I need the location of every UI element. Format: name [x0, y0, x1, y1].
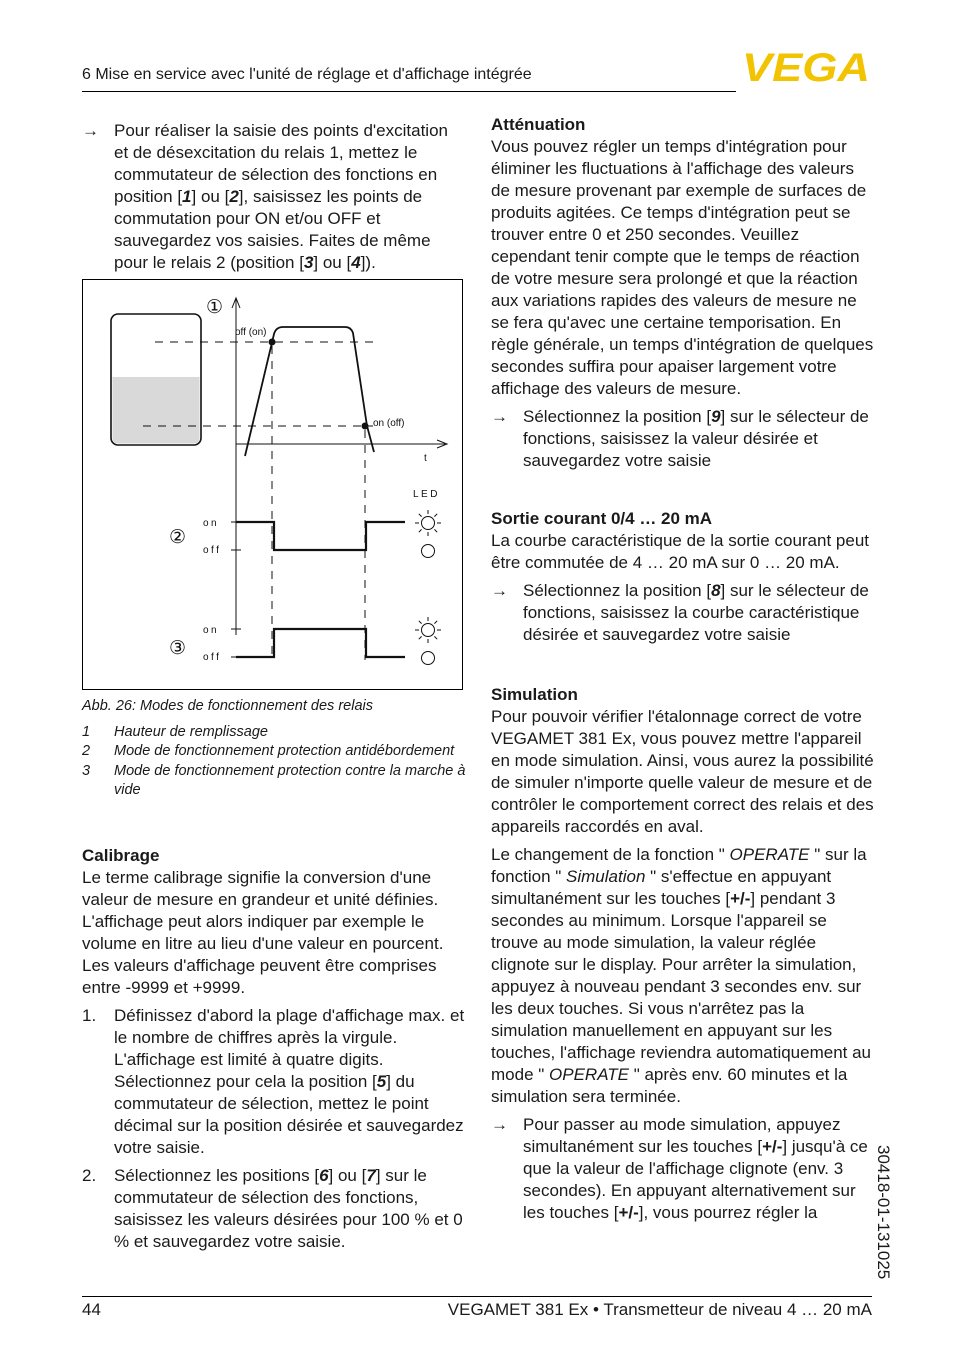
led-off-icon: [422, 652, 435, 665]
marker-2: ②: [169, 526, 187, 548]
legend-item: 1 Hauteur de remplissage: [82, 723, 268, 740]
relay3-signal: [236, 629, 405, 657]
figure-caption-block: [82, 697, 466, 801]
section-heading: Sortie courant 0/4 … 20 mA: [491, 509, 713, 528]
svg-text:VEGA: VEGA: [742, 50, 870, 84]
page-number: 44: [82, 1300, 101, 1319]
numbered-step: 2. Sélectionnez les positions [6] ou [7] sur le commutateur de sélection des fonctions, saisissez les valeurs désirées pour 100 % et 0 % et sauvegardez votre saisie.: [82, 1166, 463, 1251]
relay3-off-label: off: [203, 652, 222, 663]
level-curve: [245, 327, 374, 456]
sortie-body: La courbe caractéristique de la sortie courant peut être commutée de 4 … 20 mA sur 0 … 20 mA.: [491, 531, 870, 572]
simulation-body: Le changement de la fonction " OPERATE " sur la fonction " Simulation " s'effectue en appuyant simultanément sur les touches [+/-] pendant 3 secondes au minimum. Lorsque l'appareil se trouve au mode simulation, la valeur réglée clignote sur le display. Pour arrêter la simulation, appuyez à nouveau pendant 3 secondes env. sur les deux touches. Si vous n'arrêtez pas la simulation manuellement en appuyant sur les touches, l'affichage reviendra automatiquement au mode " OPERATE " après env. 60 minutes et la simulation sera terminée.: [491, 845, 872, 1106]
marker-3: ③: [169, 637, 187, 659]
section-heading: Atténuation: [491, 115, 586, 134]
running-header: 6 Mise en service avec l'unité de réglage et d'affichage intégrée: [82, 66, 532, 83]
calibrage-section: [82, 845, 468, 1253]
figure-caption: Abb. 26: Modes de fonctionnement des relais: [82, 698, 373, 714]
led-off-icon: [422, 545, 435, 558]
footer-divider: [82, 1296, 872, 1297]
arrow-marker: →: [82, 121, 99, 140]
relay-modes-figure: [82, 279, 463, 690]
simulation-section: [491, 684, 875, 1224]
intro-bullet: → Pour réaliser la saisie des points d'excitation et de désexcitation du relais 1, mettez le commutateur de sélection des fonctions en position [1] ou [2], saisissez les points de commutation pour ON et/ou OFF et sauvegardez vos saisies. Faites de même pour le relais 2 (position [3] ou [4]).: [82, 121, 448, 272]
arrow-marker: →: [491, 1115, 508, 1134]
section-heading: Calibrage: [82, 846, 160, 865]
led-label: LED: [413, 489, 440, 500]
attenuation-bullet: → Sélectionnez la position [9] sur le sélecteur de fonctions, saisissez la valeur désirée et sauvegardez votre saisie: [491, 407, 869, 470]
t-axis-label: t: [424, 453, 427, 464]
intro-section: [82, 120, 466, 274]
led-on-icon: [415, 617, 441, 643]
relay3-on-label: on: [203, 625, 220, 636]
arrow-marker: →: [491, 407, 508, 426]
simulation-bullet: → Pour passer au mode simulation, appuyez simultanément sur les touches [+/-] jusqu'à ce que la valeur de l'affichage clignote (env. 3 secondes). En appuyant alternativement sur les touches [+/-], vous pourrez régler la: [491, 1115, 868, 1222]
attenuation-body: Vous pouvez régler un temps d'intégration pour éliminer les fluctuations à l'affichage des valeurs de mesure provenant par exemple de surfaces de produits agitées. Ce temps d'intégration peut se trouver entre 0 et 250 secondes. Veuillez cependant tenir compte que le temps de réaction de votre mesure sera prolongé et que la réaction aux variations rapides des valeurs de mesure ne se fera qu'avec une certaine temporisation. En règle générale, un temps d'intégration de quelques secondes suffira pour apaiser largement votre affichage des valeurs de mesure.: [491, 137, 874, 398]
footer-title: VEGAMET 381 Ex • Transmetteur de niveau 4 … 20 mA: [447, 1300, 872, 1319]
arrow-marker: →: [491, 581, 508, 600]
led-on-icon: [415, 510, 441, 536]
document-id: 30418-01-131025: [874, 1145, 893, 1280]
simulation-body: Pour pouvoir vérifier l'étalonnage correct de votre VEGAMET 381 Ex, vous pouvez mettre l'appareil en mode simulation. Ainsi, vous aurez la possibilité de simuler n'importe quelle valeur de mesure et de contrôler le comportement correct des relais et des appareils raccordés en aval.: [491, 707, 874, 836]
label-on-off: on (off): [373, 418, 405, 429]
numbered-step: 1. Définissez d'abord la plage d'affichage max. et le nombre de chiffres après la virgule. L'affichage est limité à quatre digits. Sélectionnez pour cela la position [5] du commutateur de sélection, mettez le point décimal sur la position désirée et sauvegardez votre saisie.: [82, 1006, 465, 1157]
relay2-on-label: on: [203, 518, 220, 529]
calibrage-body: Le terme calibrage signifie la conversion d'une valeur de mesure en grandeur et unité définies. L'affichage peut alors indiquer par exemple le volume en litre au lieu d'une valeur en pourcent. Les valeurs d'affichage peuvent être comprises entre -9999 et +9999.: [82, 868, 444, 997]
relay-diagram: [83, 280, 462, 689]
header-divider: [82, 91, 736, 92]
section-heading: Simulation: [491, 685, 578, 704]
relay2-off-label: off: [203, 545, 222, 556]
marker-1: ①: [206, 296, 224, 318]
sortie-bullet: → Sélectionnez la position [8] sur le sélecteur de fonctions, saisissez la courbe caractéristique désirée et sauvegardez votre saisie: [491, 581, 869, 644]
vega-logo: [742, 50, 872, 84]
switch-point-lower: [362, 423, 369, 430]
sortie-section: [491, 508, 875, 646]
tank-fill: [113, 377, 200, 444]
attenuation-section: [491, 114, 875, 472]
label-off-on: off (on): [235, 327, 267, 338]
legend-item: 2 Mode de fonctionnement protection antidébordement: [82, 743, 455, 759]
legend-item: 3 Mode de fonctionnement protection contre la marche à vide: [82, 762, 466, 798]
relay2-signal: [236, 522, 405, 550]
switch-point-upper: [269, 339, 276, 346]
